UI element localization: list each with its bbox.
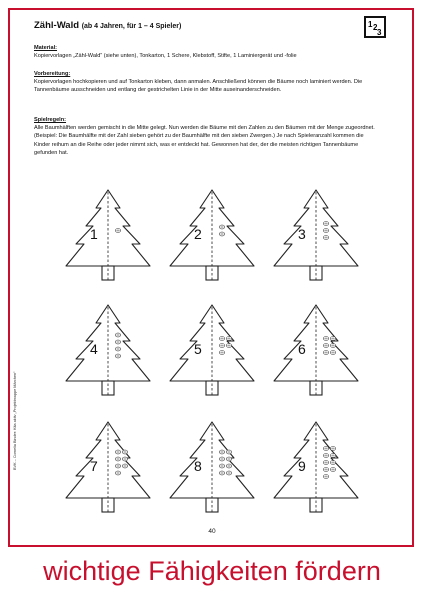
tree-outline-icon [164, 303, 260, 411]
count-item-icon [115, 229, 120, 233]
count-item-icon [219, 351, 224, 355]
material-section [34, 44, 379, 60]
count-item-icon [226, 450, 231, 454]
count-item-icon [115, 347, 120, 351]
svg-text:1: 1 [368, 20, 373, 29]
count-item-icon [219, 337, 224, 341]
count-item-icon [226, 337, 231, 341]
banner-text: wichtige Fähigkeiten fördern [43, 556, 381, 586]
logo-icon [364, 16, 386, 38]
count-item-icon [219, 471, 224, 475]
tree-number: 1 [90, 226, 98, 242]
count-item-icon [330, 344, 335, 348]
count-item-icon [323, 236, 328, 240]
count-item-icon [122, 450, 127, 454]
tree-grid [60, 188, 370, 533]
tree-card-5 [164, 303, 260, 411]
page-title [34, 20, 181, 31]
tree-outline-icon [60, 188, 156, 296]
tree-card-7 [60, 420, 156, 528]
tree-number: 3 [298, 226, 306, 242]
tree-outline-icon [164, 188, 260, 296]
count-item-icon [219, 457, 224, 461]
count-item-icon [330, 351, 335, 355]
side-credit: BVK – Cornelia Binder: Kita aktiv „Projektmappe Märchen“ [13, 371, 17, 470]
count-item-icon [219, 450, 224, 454]
title-subtitle: (ab 4 Jahren, für 1 – 4 Spieler) [81, 23, 182, 30]
tree-outline-icon [60, 420, 156, 528]
count-item-icon [323, 351, 328, 355]
count-item-icon [219, 464, 224, 468]
tree-card-4 [60, 303, 156, 411]
tree-outline-icon [268, 188, 364, 296]
count-item-icon [323, 475, 328, 479]
count-item-icon [122, 457, 127, 461]
rules-heading: Spielregeln: [34, 117, 67, 123]
count-item-icon [115, 450, 120, 454]
count-item-icon [330, 454, 335, 458]
material-heading: Material: [34, 45, 58, 51]
tree-card-8 [164, 420, 260, 528]
count-item-icon [323, 461, 328, 465]
tree-card-9 [268, 420, 364, 528]
count-item-icon [330, 461, 335, 465]
preparation-text: Kopiervorlagen hochkopieren und auf Tonkarton kleben, dann anmalen. Anschließend können die Bäume noch laminiert werden. Die Tannenbäume ausschneiden und entlang der gestrichelten Linie in der Mitte auseinanderschneiden. [34, 79, 363, 94]
count-item-icon [219, 232, 224, 236]
tree-outline-icon [268, 420, 364, 528]
count-item-icon [226, 464, 231, 468]
svg-text:3: 3 [377, 28, 382, 36]
tree-card-1 [60, 188, 156, 296]
tree-number: 4 [90, 341, 98, 357]
rules-text: Alle Baumhälften werden gemischt in die Mitte gelegt. Nun werden die Bäume mit den Zahlen zu den Bäumen mit der Menge zugeordnet. (Beispiel: Die Baumhälfte mit der Zahl sieben gehört zu der Baumhälfte mit den sieben Zwergen.) Je nach Spieleranzahl kommen die Kinder reihum an die Reihe oder jeder nimmt sich, was er entdeckt hat. Gewonnen hat der, der die meisten richtigen Tannenbäume gefunden hat. [34, 125, 375, 156]
tree-outline-icon [164, 420, 260, 528]
count-item-icon [115, 457, 120, 461]
count-item-icon [323, 222, 328, 226]
count-item-icon [323, 344, 328, 348]
tree-number: 5 [194, 341, 202, 357]
tree-outline-icon [60, 303, 156, 411]
count-item-icon [122, 464, 127, 468]
preparation-heading: Vorbereitung: [34, 71, 71, 77]
preparation-section [34, 70, 379, 95]
tree-number: 8 [194, 458, 202, 474]
tree-number: 9 [298, 458, 306, 474]
count-item-icon [115, 340, 120, 344]
count-item-icon [330, 447, 335, 451]
count-item-icon [226, 457, 231, 461]
tree-number: 6 [298, 341, 306, 357]
count-item-icon [226, 344, 231, 348]
tree-card-6 [268, 303, 364, 411]
tree-card-2 [164, 188, 260, 296]
count-item-icon [323, 337, 328, 341]
page-number: 40 [208, 528, 216, 535]
count-item-icon [323, 229, 328, 233]
count-item-icon [219, 225, 224, 229]
tree-number: 7 [90, 458, 98, 474]
count-item-icon [115, 464, 120, 468]
tree-number: 2 [194, 226, 202, 242]
count-item-icon [330, 468, 335, 472]
count-item-icon [323, 454, 328, 458]
title-text: Zähl-Wald [34, 20, 80, 31]
svg-text:2: 2 [373, 23, 378, 32]
tree-card-3 [268, 188, 364, 296]
tree-outline-icon [268, 303, 364, 411]
count-item-icon [115, 471, 120, 475]
material-text: Kopiervorlagen „Zähl-Wald“ (siehe unten), Tonkarton, 1 Schere, Klebstoff, Stifte, 1 Laminiergerät und -folie [34, 53, 297, 60]
count-item-icon [115, 354, 120, 358]
count-item-icon [323, 468, 328, 472]
count-item-icon [330, 337, 335, 341]
count-item-icon [323, 447, 328, 451]
count-item-icon [219, 344, 224, 348]
rules-section [34, 116, 379, 157]
count-item-icon [115, 333, 120, 337]
count-item-icon [226, 471, 231, 475]
